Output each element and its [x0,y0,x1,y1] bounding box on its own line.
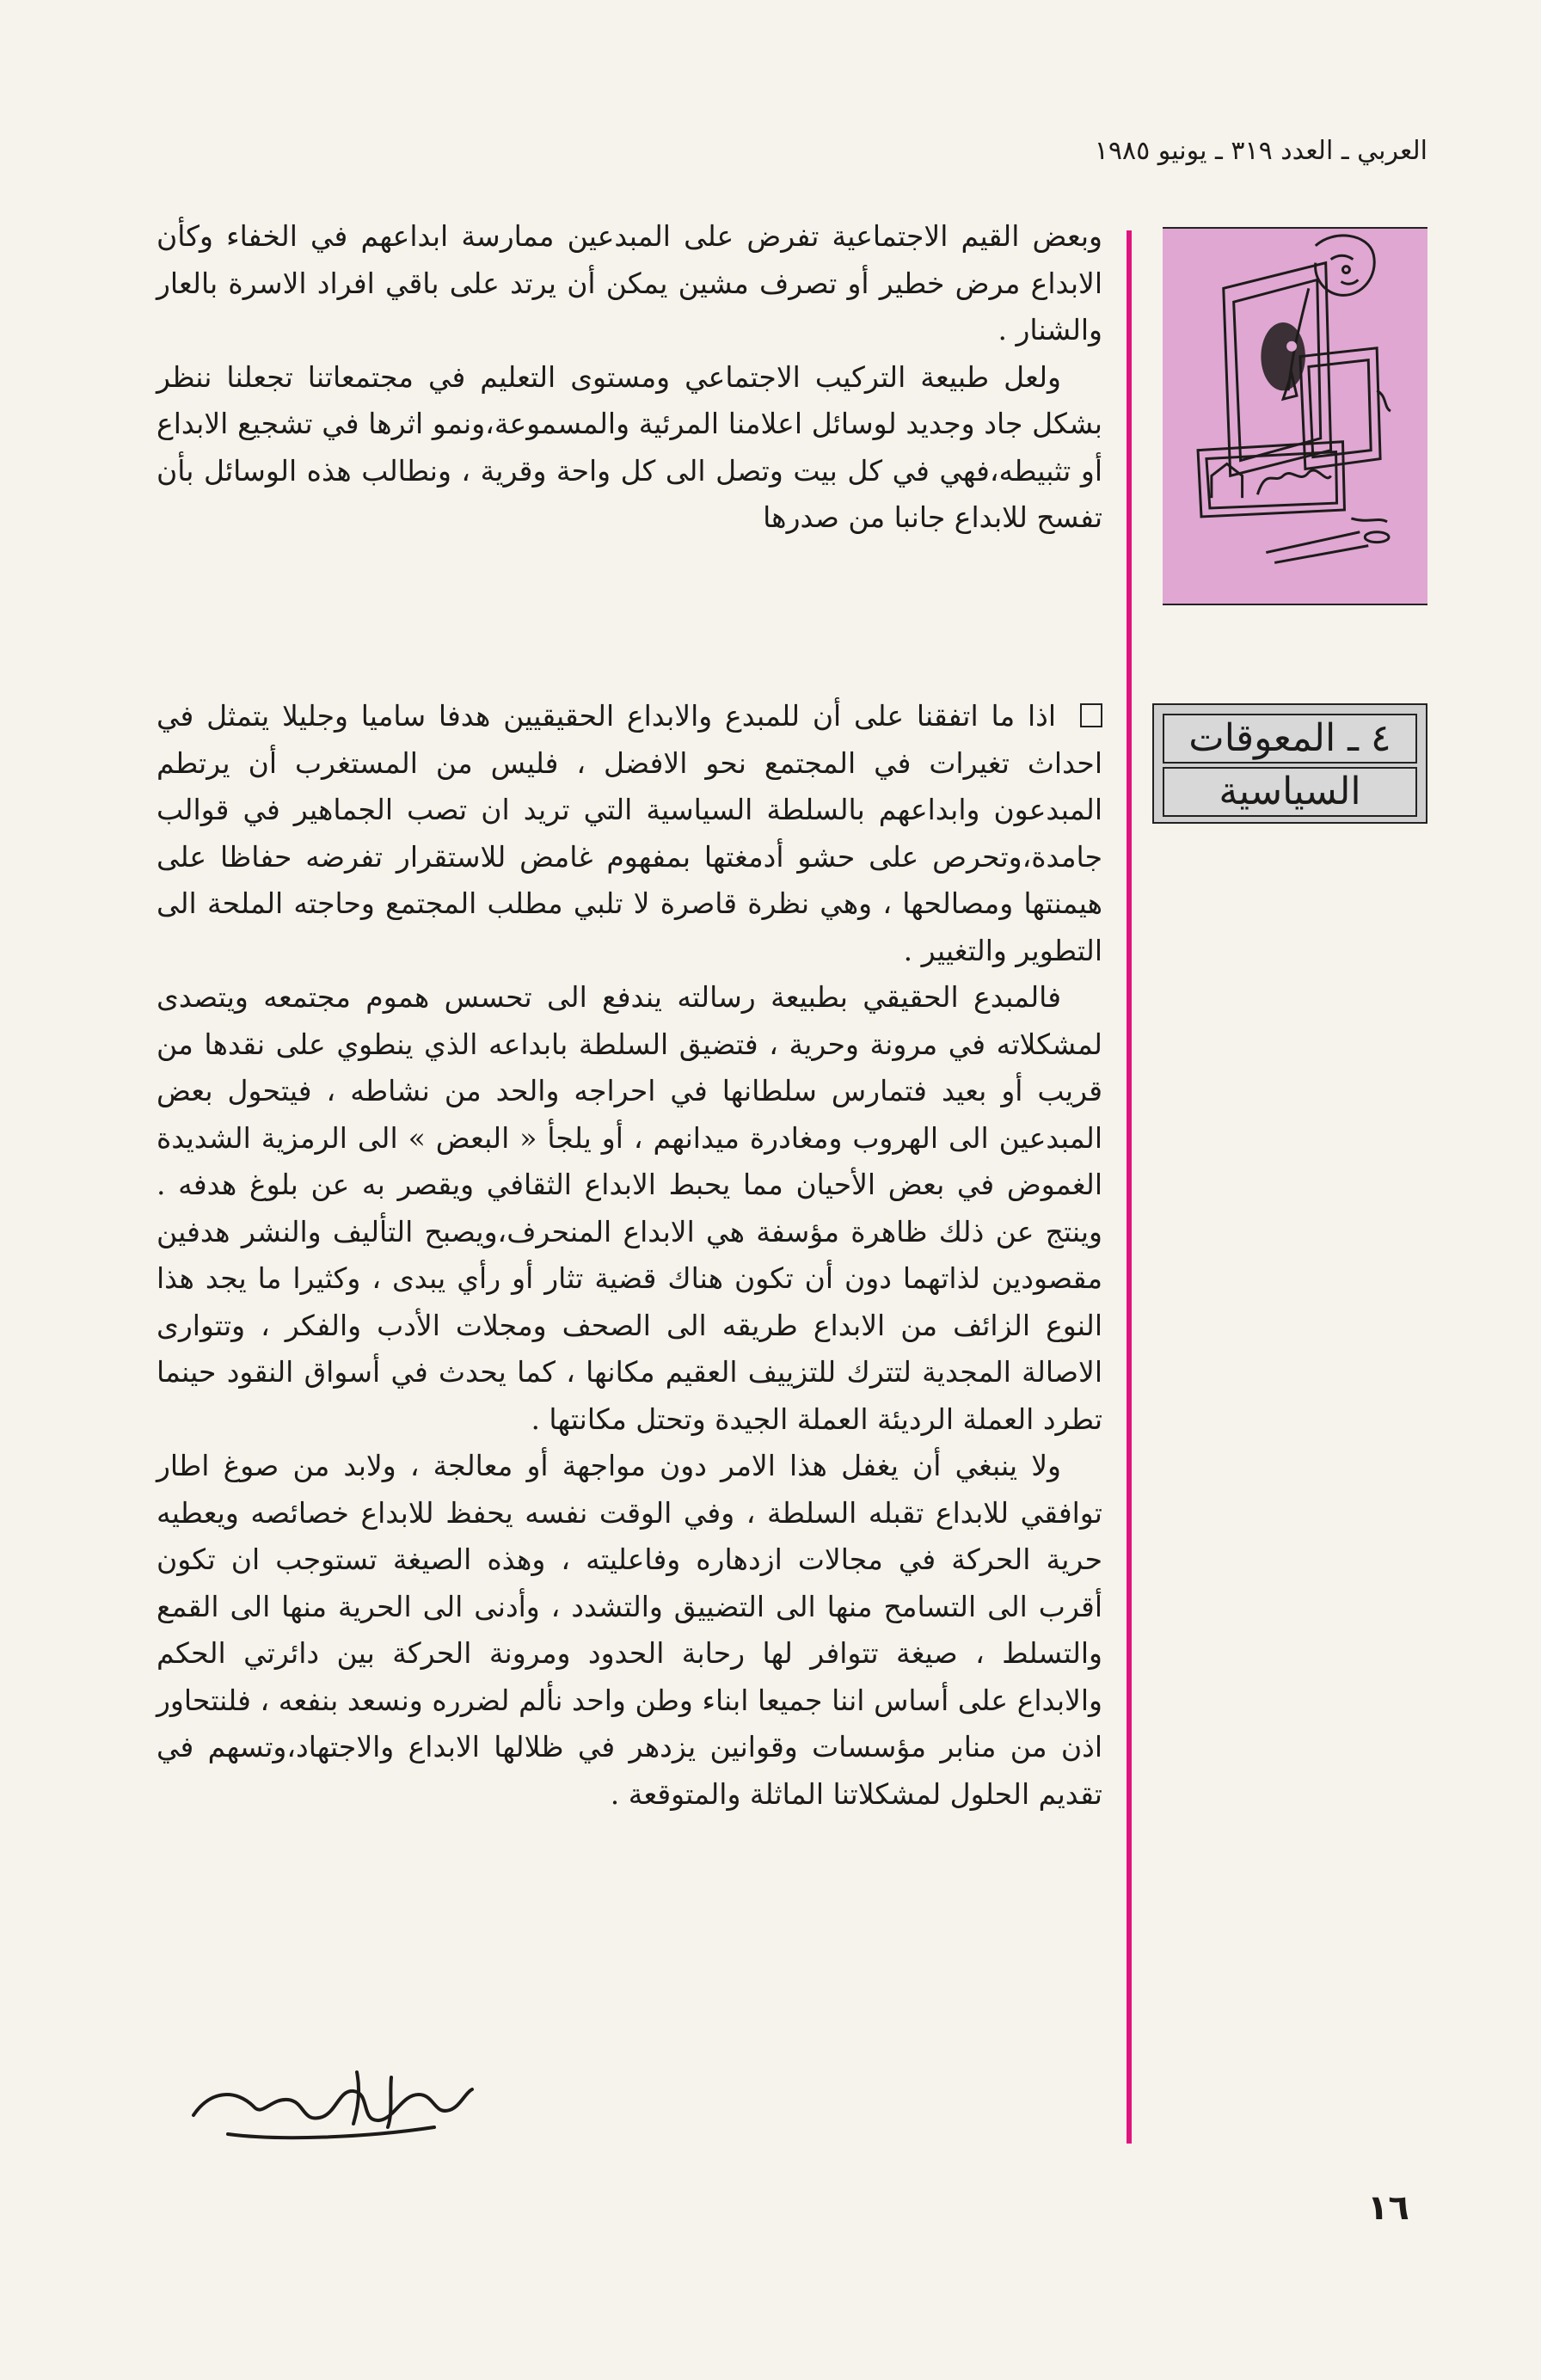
article-top-text [157,213,1102,542]
article-paragraph: فالمبدع الحقيقي بطبيعة رسالته يندفع الى تحسس هموم مجتمعه ويتصدى لمشكلاته في مرونة وحرية ، فتضيق السلطة بابداعه الذي ينطوي على نقدها من قريب أو بعيد فتمارس سلطانها في احراجه والحد من نشاطه ، فيتحول بعض المبدعين الى الهروب ومغادرة ميدانهم ، أو يلجأ « البعض » الى الرمزية الشديدة الغموض في بعض الأحيان مما يحبط الابداع الثقافي ويقصر به عن بلوغ هدفه . وينتج عن ذلك ظاهرة مؤسفة هي الابداع المنحرف،ويصبح التأليف والنشر هدفين مقصودين لذاتهما دون أن تكون هناك قضية تثار أو رأي يبدى ، وكثيرا ما يجد هذا النوع الزائف من الابداع طريقه الى الصحف ومجلات الأدب والفكر ، وتتوارى الاصالة المجدية لتترك للتزييف العقيم مكانها ، كما يحدث في أسواق النقود حينما تطرد العملة الرديئة العملة الجيدة وتحتل مكانتها . [157,980,1102,1436]
section-heading-box [1152,703,1427,824]
running-header: العربي ـ العدد ٣١٩ ـ يونيو ١٩٨٥ [1094,136,1427,166]
article-paragraph-first [157,693,1102,974]
accent-vertical-rule [1127,230,1132,2144]
illustration-drawing [1163,229,1427,604]
page-number: ١٦ [1367,2188,1409,2228]
article-paragraph: ولعل طبيعة التركيب الاجتماعي ومستوى التعليم في مجتمعاتنا تجعلنا ننظر بشكل جاد وجديد لوسائل اعلامنا المرئية والمسموعة،ونمو اثرها في تشجيع الابداع أو تثبيطه،فهي في كل بيت وتصل الى كل واحة وقرية ، ونطالب هذه الوسائل بأن تفسح للابداع جانبا من صدرها [157,359,1102,534]
section-heading-line2: السياسية [1163,767,1417,817]
article-paragraph: وبعض القيم الاجتماعية تفرض على المبدعين ممارسة ابداعهم في الخفاء وكأن الابداع مرض خطير أو تصرف مشين يمكن أن يرتد على باقي افراد الاسرة بالعار والشنار . [157,219,1102,347]
article-main-text [157,693,1102,1818]
section-marker-icon [1080,703,1102,727]
article-paragraph: ولا ينبغي أن يغفل هذا الامر دون مواجهة أو معالجة ، ولابد من صوغ اطار توافقي للابداع تقبله السلطة ، وفي الوقت نفسه يحفظ للابداع خصائصه ويعطيه حرية الحركة في مجالات ازدهاره وفاعليته ، وهذه الصيغة تستوجب ان تكون أقرب الى التسامح منها الى التضييق والتشدد ، وأدنى الى الحرية منها الى القمع والتسلط ، صيغة تتوافر لها رحابة الحدود ومرونة الحركة بين دائرتي الحكم والابداع على أساس اننا جميعا ابناء وطن واحد نألم لضرره ونسعد بنفعه ، فلنتحاور اذن من منابر مؤسسات وقوانين يزدهر في ظلالها الابداع والاجتهاد،وتسهم في تقديم الحلول لمشكلاتنا الماثلة والمتوقعة . [157,1449,1102,1811]
article-paragraph-text: اذا ما اتفقنا على أن للمبدع والابداع الحقيقيين هدفا ساميا وجليلا يتمثل في احداث تغيرات في المجتمع نحو الافضل ، فليس من المستغرب أن يرتطم المبدعون وابداعهم بالسلطة السياسية التي تريد ان تصب الجماهير في قوالب جامدة،وتحرص على حشو أدمغتها بمفهوم غامض للاستقرار تفرضه حفاظا على هيمنتها ومصالحها ، وهي نظرة قاصرة لا تلبي مطلب المجتمع وحاجته الملحة الى التطوير والتغيير . [157,699,1102,967]
author-signature [176,2055,486,2158]
illustration-artist-frames [1163,227,1427,605]
section-heading-line1: ٤ ـ المعوقات [1163,714,1417,764]
signature-scribble [176,2055,486,2158]
